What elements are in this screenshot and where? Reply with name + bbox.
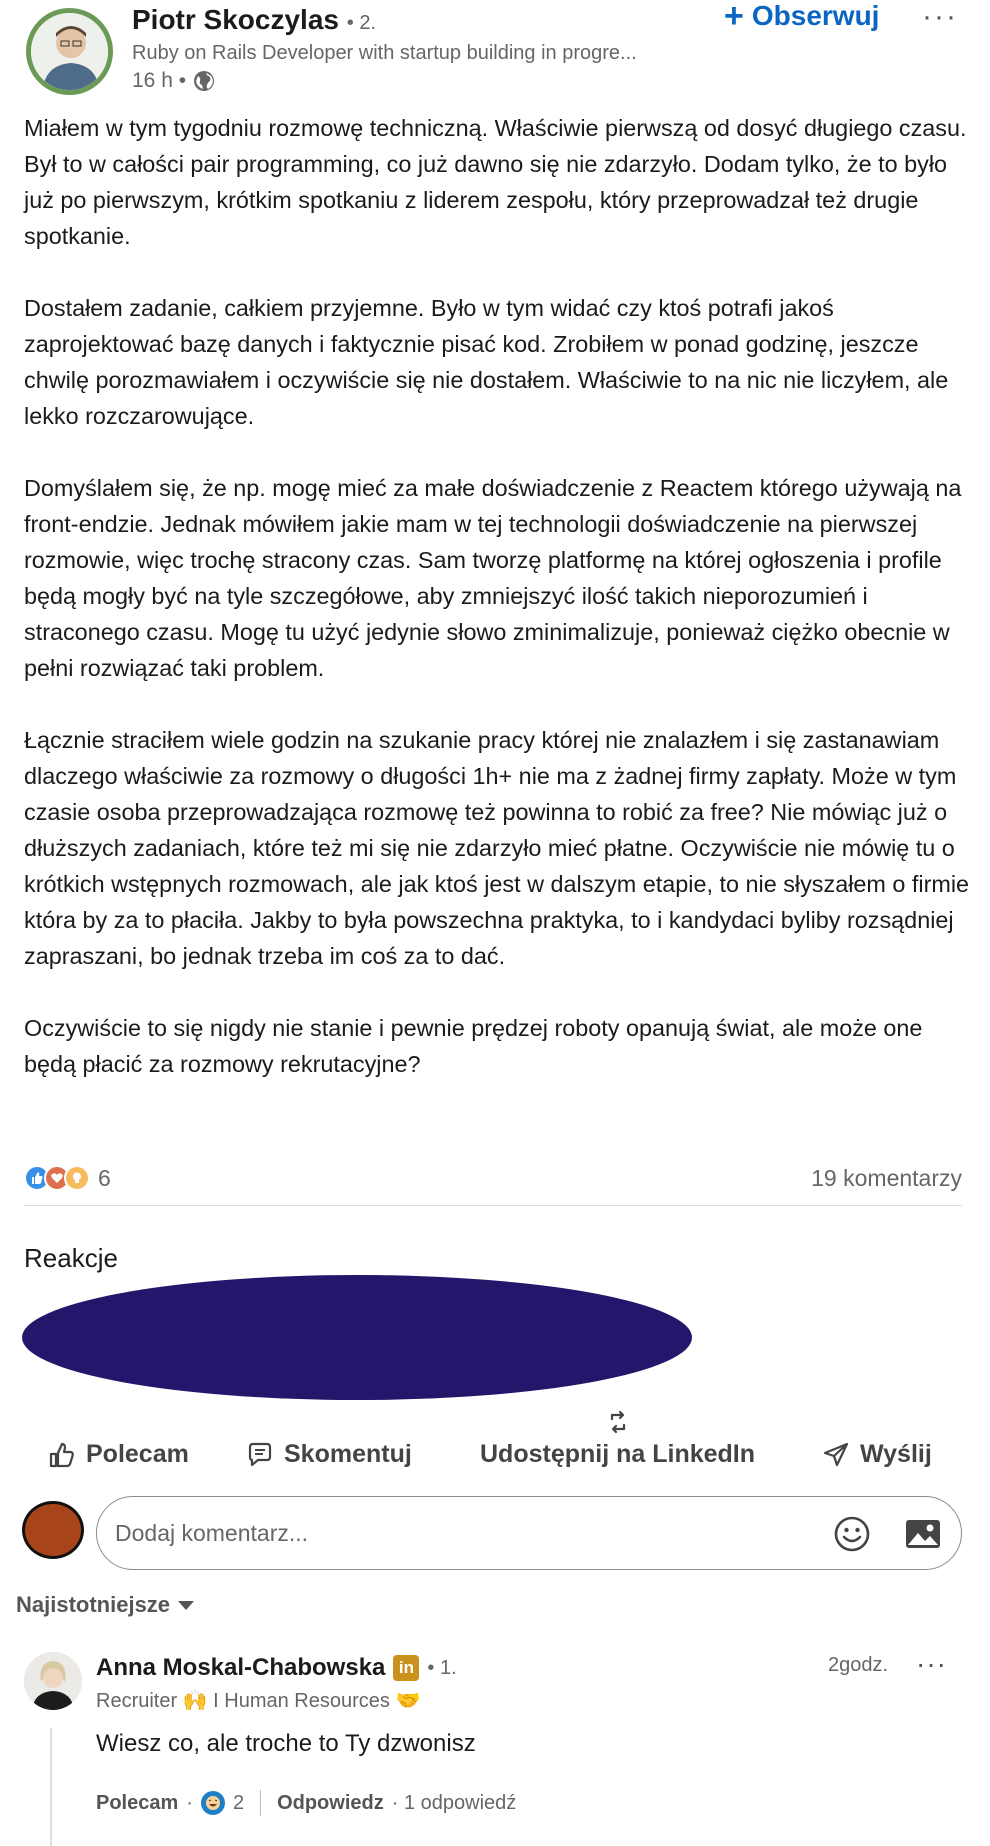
author-headline: Ruby on Rails Developer with startup building in progre... <box>132 42 637 64</box>
like-label: Polecam <box>86 1440 189 1468</box>
follow-button[interactable] <box>724 0 880 35</box>
comment-input[interactable] <box>115 1513 815 1553</box>
comment-time: 2godz. <box>828 1654 889 1676</box>
sort-label: Najistotniejsze <box>16 1592 171 1617</box>
send-button[interactable] <box>822 1440 932 1469</box>
post-time: 16 h • <box>132 69 187 92</box>
comment-more-button[interactable]: ··· <box>916 1648 947 1679</box>
post-text <box>24 110 974 1082</box>
sort-dropdown[interactable] <box>16 1592 194 1618</box>
commenter-degree: • 1. <box>427 1656 457 1679</box>
emoji-button[interactable] <box>832 1514 872 1554</box>
thread-line <box>50 1728 52 1846</box>
share-button[interactable] <box>480 1408 755 1469</box>
like-button[interactable] <box>48 1440 189 1469</box>
divider <box>260 1790 261 1816</box>
post-paragraph: Oczywiście to się nigdy nie stanie i pewnie prędzej roboty opanują świat, ale może one będą płacić za rozmowy rekrutacyjne? <box>24 1015 923 1077</box>
linkedin-premium-icon: in <box>393 1655 419 1681</box>
laugh-reaction-icon <box>201 1791 225 1815</box>
post-paragraph: Dostałem zadanie, całkiem przyjemne. Było w tym widać czy ktoś potrafi jakoś zaprojektować bazę danych i faktycznie pisać kod. Zrobiłem w ponad godzinę, jeszcze chwilę porozmawiałem i oczywiście się nie dostałem. Właściwie to na nic nie liczyłem, ale lekko rozczarowujące. <box>24 295 949 429</box>
redacted-area <box>22 1275 692 1400</box>
image-icon <box>903 1516 943 1552</box>
post-header <box>0 0 990 105</box>
send-label: Wyślij <box>860 1440 932 1468</box>
globe-icon <box>192 69 216 93</box>
current-user-avatar <box>22 1501 84 1559</box>
post-paragraph: Łącznie straciłem wiele godzin na szukanie pracy której nie znalazłem i się zastanawiam dlaczego właściwie za rozmowy o długości 1h+ nie ma z żadnej firmy zapłaty. Może w tym czasie osoba przeprowadzająca rozmowę też powinna to robić za free? Nie mówiąc już o dłuższych zadaniach, które też mi się nie zdarzyło mieć płatne. Oczywiście nie mówię tu o krótkich wstępnych rozmowach, ale jak ktoś jest w dalszym etapie, to nie słyszałem o firmie która by za to płaciła. Jakby to była powszechna praktyka, to i kandydaci byliby rozsądniej zapraszani, bo jednak trzeba im coś za to dać. <box>24 727 970 969</box>
comment-count[interactable]: 19 komentarzy <box>811 1164 962 1191</box>
comment-actions <box>96 1790 516 1816</box>
plus-icon: + <box>724 0 744 35</box>
reaction-summary[interactable] <box>24 1165 111 1192</box>
send-icon <box>822 1441 850 1469</box>
insightful-reaction-icon <box>64 1165 90 1191</box>
comment-composer <box>96 1496 962 1570</box>
comment-like-button[interactable]: Polecam <box>96 1791 179 1814</box>
comment-button[interactable] <box>246 1440 412 1469</box>
commenter-name-text[interactable]: Anna Moskal-Chabowska <box>96 1654 386 1681</box>
share-label: Udostępnij na LinkedIn <box>480 1440 756 1468</box>
post-paragraph: Miałem w tym tygodniu rozmowę techniczną. Właściwie pierwszą od dosyć długiego czasu. Był to w całości pair programming, co już dawno się nie zdarzyło. Dodam tylko, że to było już po pierwszym, krótkim spotkaniu z liderem zespołu, który przeprowadzał też drugie spotkanie. <box>24 115 967 249</box>
divider <box>24 1205 962 1206</box>
reply-button[interactable]: Odpowiedz <box>277 1791 384 1814</box>
comment-icon <box>246 1441 274 1469</box>
more-options-button[interactable]: ··· <box>922 0 958 33</box>
separator-dot: · <box>186 1791 193 1814</box>
author-name-text[interactable]: Piotr Skoczylas <box>132 4 339 35</box>
author-name[interactable] <box>132 4 376 36</box>
caret-down-icon <box>178 1601 194 1610</box>
comment-reaction-count[interactable]: 2 <box>232 1791 245 1814</box>
post-meta <box>132 69 216 93</box>
comment-text: Wiesz co, ale troche to Ty dzwonisz <box>96 1730 476 1757</box>
social-counts <box>24 1160 962 1196</box>
repost-icon <box>604 1408 632 1436</box>
reaction-count[interactable]: 6 <box>98 1164 111 1191</box>
author-avatar[interactable] <box>26 8 113 95</box>
post-paragraph: Domyślałem się, że np. mogę mieć za małe doświadczenie z Reactem którego używają na front-endzie. Jednak mówiłem jakie mam w tej technologii doświadczenie na pierwszej rozmowie, więc trochę stracony czas. Sam tworzę platformę na której ogłoszenia i profile będą mogły być na tyle szczegółowe, aby zmniejszyć ilość takich nieporozumień i straconego czasu. Mogę tu użyć jedynie słowo zminimalizuje, ponieważ ciężko obecnie w pełni rozwiązać taki problem. <box>24 475 962 681</box>
commenter-name[interactable] <box>96 1654 457 1682</box>
emoji-icon <box>832 1514 872 1554</box>
reply-count[interactable]: · 1 odpowiedź <box>391 1791 517 1814</box>
add-image-button[interactable] <box>903 1516 943 1552</box>
connection-degree: • 2. <box>346 12 377 34</box>
commenter-headline: Recruiter 🙌 I Human Resources 🤝 <box>96 1690 421 1712</box>
post-action-bar <box>0 1400 990 1480</box>
reactions-heading: Reakcje <box>24 1243 118 1273</box>
comment-label: Skomentuj <box>284 1440 412 1468</box>
commenter-avatar[interactable] <box>24 1652 82 1710</box>
follow-label: Obserwuj <box>751 0 880 31</box>
thumbs-up-icon <box>48 1441 76 1469</box>
